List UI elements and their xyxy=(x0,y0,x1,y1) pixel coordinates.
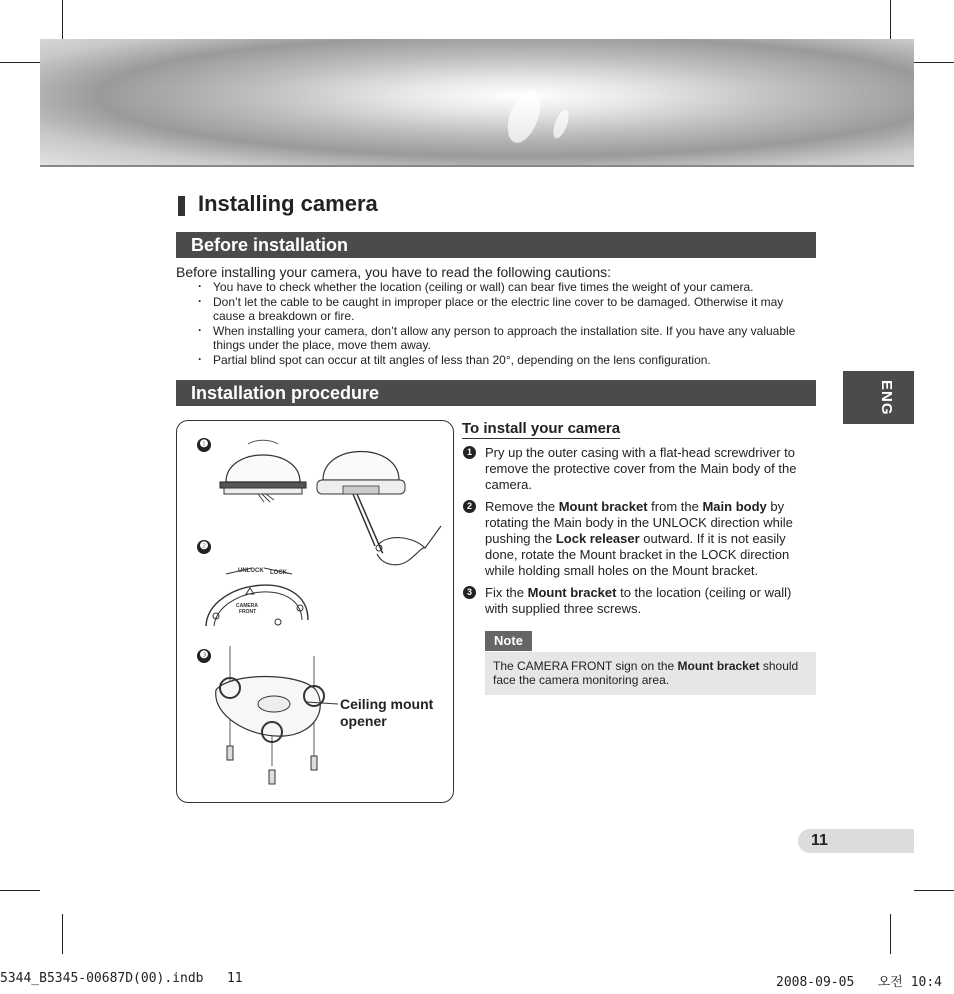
step-emphasis: Lock releaser xyxy=(555,531,640,546)
step-emphasis: Mount bracket xyxy=(527,585,617,600)
note-emphasis: Mount bracket xyxy=(677,659,760,673)
crop-mark xyxy=(890,0,891,40)
list-item xyxy=(462,445,816,493)
camera-front-label-1: CAMERA xyxy=(236,603,258,609)
unlock-label: UNLOCK xyxy=(238,568,264,574)
step-text: Fix the xyxy=(485,585,528,600)
step-emphasis: Mount bracket xyxy=(558,499,648,514)
figure-step-2-number: ❷ xyxy=(197,540,211,554)
crop-mark xyxy=(0,62,40,63)
step-number: 3 xyxy=(463,586,476,599)
list-item xyxy=(462,499,816,579)
crop-mark xyxy=(62,914,63,954)
camera-dome-illustration xyxy=(218,436,308,506)
cautions-intro: Before installing your camera, you have to read the following cautions: xyxy=(176,264,612,280)
language-tab xyxy=(843,371,914,424)
list-item: · When installing your camera, don’t allow any person to approach the installation site. If you have any valuable things under the place, move them away. xyxy=(198,324,814,352)
footer-filename: 5344_B5345-00687D(00).indb 11 xyxy=(0,971,243,986)
mount-bracket-rotation-illustration xyxy=(204,560,314,630)
crop-mark xyxy=(914,62,954,63)
crop-mark xyxy=(62,0,63,40)
note-text: should face the camera monitoring area. xyxy=(493,659,799,687)
install-steps-list xyxy=(462,445,816,623)
subhead-to-install: To install your camera xyxy=(462,420,621,437)
section-header-installation-procedure: Installation procedure xyxy=(176,380,816,406)
note-label: Note xyxy=(485,631,532,651)
ceiling-mount-screws-illustration xyxy=(210,646,330,796)
figure-step-1-number: ❶ xyxy=(197,438,211,452)
title-marker xyxy=(178,196,185,216)
note-text: The CAMERA FRONT sign on the xyxy=(493,659,678,673)
step-number: 1 xyxy=(463,446,476,459)
list-item: · You have to check whether the location (ceiling or wall) can bear five times the weight of your camera. xyxy=(198,280,814,294)
crop-mark xyxy=(890,914,891,954)
ceiling-mount-opener-callout: Ceiling mount opener xyxy=(340,696,434,729)
list-item xyxy=(462,585,816,617)
figure-step-3-number: ❸ xyxy=(197,649,211,663)
footer-timestamp: 2008-09-05 오전 10:4 xyxy=(776,975,942,990)
language-tab-label: ENG xyxy=(878,380,895,416)
camera-front-label-2: FRONT xyxy=(239,609,257,615)
page-title: Installing camera xyxy=(198,191,378,216)
camera-dome-screwdriver-illustration xyxy=(313,436,443,576)
step-text: Remove the xyxy=(485,499,559,514)
list-item: · Partial blind spot can occur at tilt angles of less than 20°, depending on the lens configuration. xyxy=(198,353,814,367)
step-text: outward. If it is not easily done, rotate the Mount bracket in the LOCK direction while holding small holes on the Mount bracket. xyxy=(485,531,790,578)
step-number: 2 xyxy=(463,500,476,513)
header-banner-image xyxy=(40,39,914,167)
section-header-before-installation: Before installation xyxy=(176,232,816,258)
note-box xyxy=(485,652,816,695)
page-number: 11 xyxy=(811,832,828,849)
step-text: Pry up the outer casing with a flat-head screwdriver to remove the protective cover from the Main body of the camera. xyxy=(485,445,797,492)
crop-mark xyxy=(914,890,954,891)
list-item: · Don’t let the cable to be caught in improper place or the electric line cover to be damaged. Otherwise it may cause a breakdown or fire. xyxy=(198,295,814,323)
cautions-list xyxy=(198,280,814,368)
lock-label: LOCK xyxy=(270,570,287,576)
step-text: to the location (ceiling or wall) with supplied three screws. xyxy=(485,585,792,616)
step-text: by rotating the Main body in the UNLOCK direction while pushing the xyxy=(485,499,793,546)
step-text: from the xyxy=(647,499,703,514)
crop-mark xyxy=(0,890,40,891)
step-emphasis: Main body xyxy=(702,499,767,514)
